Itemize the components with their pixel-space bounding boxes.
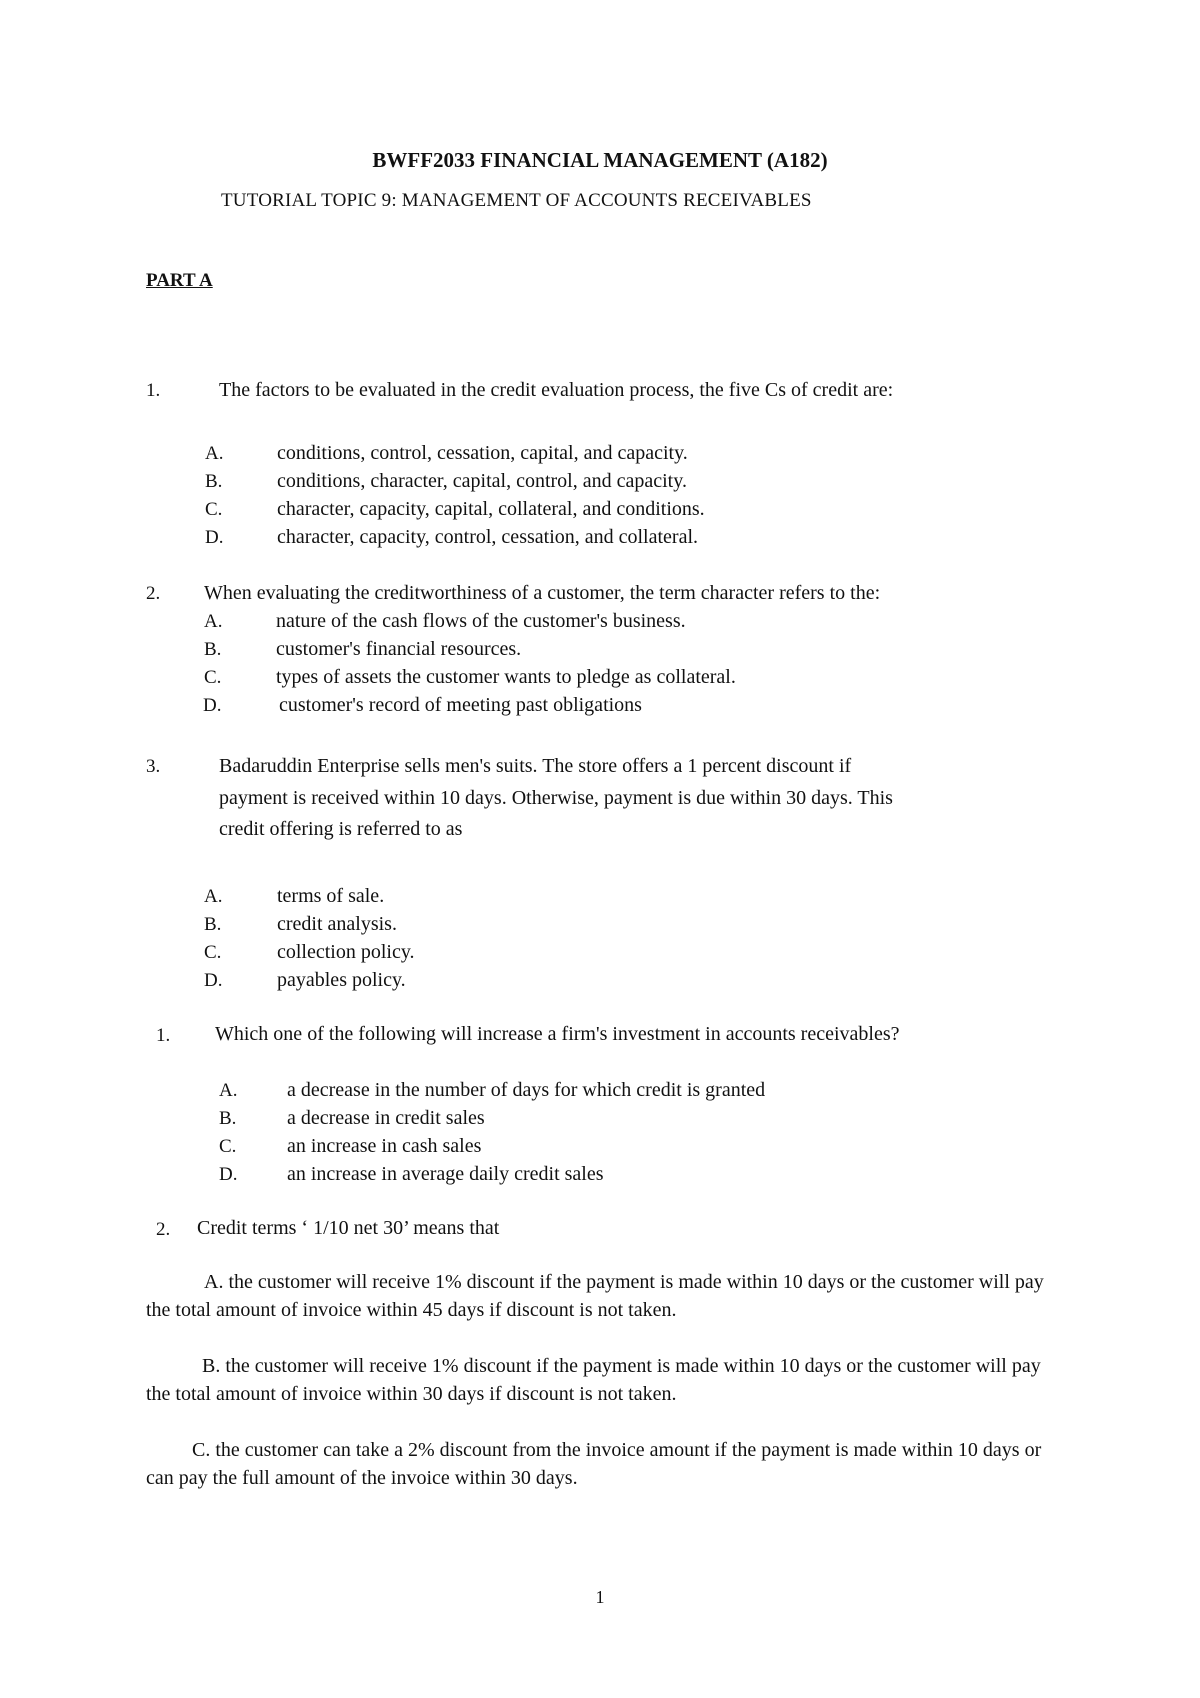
option-text: a decrease in credit sales: [287, 1107, 485, 1129]
question-text: Credit terms ‘ 1/10 net 30’ means that: [197, 1217, 500, 1239]
option-letter: C.: [204, 667, 222, 688]
option-text: an increase in cash sales: [287, 1135, 482, 1157]
option-letter: B.: [205, 471, 223, 492]
question-number: 1.: [156, 1025, 171, 1046]
question-text-line: Badaruddin Enterprise sells men's suits. The store offers a 1 percent discount if: [219, 755, 852, 777]
question-text-line: credit offering is referred to as: [219, 818, 463, 840]
document-subtitle: TUTORIAL TOPIC 9: MANAGEMENT OF ACCOUNTS RECEIVABLES: [221, 190, 812, 211]
option-text: credit analysis.: [277, 913, 397, 935]
option-text: types of assets the customer wants to pledge as collateral.: [276, 666, 736, 688]
page-number: 1: [595, 1587, 605, 1607]
question-number: 3.: [146, 756, 161, 777]
option-letter: C.: [204, 942, 222, 963]
option-text: conditions, control, cessation, capital, and capacity.: [277, 442, 688, 464]
option-letter: A.: [205, 443, 224, 464]
option-letter: C.: [205, 499, 223, 520]
question-number: 2.: [156, 1219, 171, 1240]
answer-paragraph: A. the customer will receive 1% discount if the payment is made within 10 days or the customer will pay the total amount of invoice within 45 days if discount is not taken.: [146, 1271, 1044, 1321]
question-number: 2.: [146, 583, 161, 604]
answer-paragraph: C. the customer can take a 2% discount from the invoice amount if the payment is made within 10 days or can pay the full amount of the invoice within 30 days.: [146, 1439, 1042, 1489]
option-letter: A.: [204, 611, 223, 632]
option-text: an increase in average daily credit sales: [287, 1163, 604, 1185]
question-text: Which one of the following will increase a firm's investment in accounts receivables?: [215, 1023, 900, 1045]
option-letter: B.: [204, 639, 222, 660]
option-text: customer's financial resources.: [276, 638, 522, 660]
option-text: a decrease in the number of days for which credit is granted: [287, 1079, 766, 1101]
document-title: BWFF2033 FINANCIAL MANAGEMENT (A182): [372, 148, 828, 172]
option-letter: B.: [204, 914, 222, 935]
option-text: customer's record of meeting past obligations: [279, 694, 642, 716]
option-text: nature of the cash flows of the customer's business.: [276, 610, 686, 632]
question-number: 1.: [146, 380, 161, 401]
option-text: character, capacity, control, cessation, and collateral.: [277, 526, 699, 548]
option-letter: A.: [219, 1080, 238, 1101]
question-text: When evaluating the creditworthiness of a customer, the term character refers to the:: [204, 582, 881, 604]
answer-paragraph: B. the customer will receive 1% discount if the payment is made within 10 days or the customer will pay the total amount of invoice within 30 days if discount is not taken.: [146, 1355, 1041, 1405]
option-text: collection policy.: [277, 941, 415, 963]
option-text: payables policy.: [277, 969, 406, 991]
option-letter: C.: [219, 1136, 237, 1157]
option-letter: D.: [219, 1164, 238, 1185]
question-text-line: payment is received within 10 days. Otherwise, payment is due within 30 days. This: [219, 787, 893, 809]
option-letter: D.: [204, 970, 223, 991]
option-letter: B.: [219, 1108, 237, 1129]
option-text: character, capacity, capital, collateral, and conditions.: [277, 498, 705, 520]
option-letter: D.: [205, 527, 224, 548]
option-text: conditions, character, capital, control, and capacity.: [277, 470, 687, 492]
question-text: The factors to be evaluated in the credit evaluation process, the five Cs of credit are:: [219, 379, 894, 401]
part-heading: PART A: [146, 270, 213, 291]
option-letter: D.: [203, 695, 222, 716]
option-letter: A.: [204, 886, 223, 907]
option-text: terms of sale.: [277, 885, 385, 907]
